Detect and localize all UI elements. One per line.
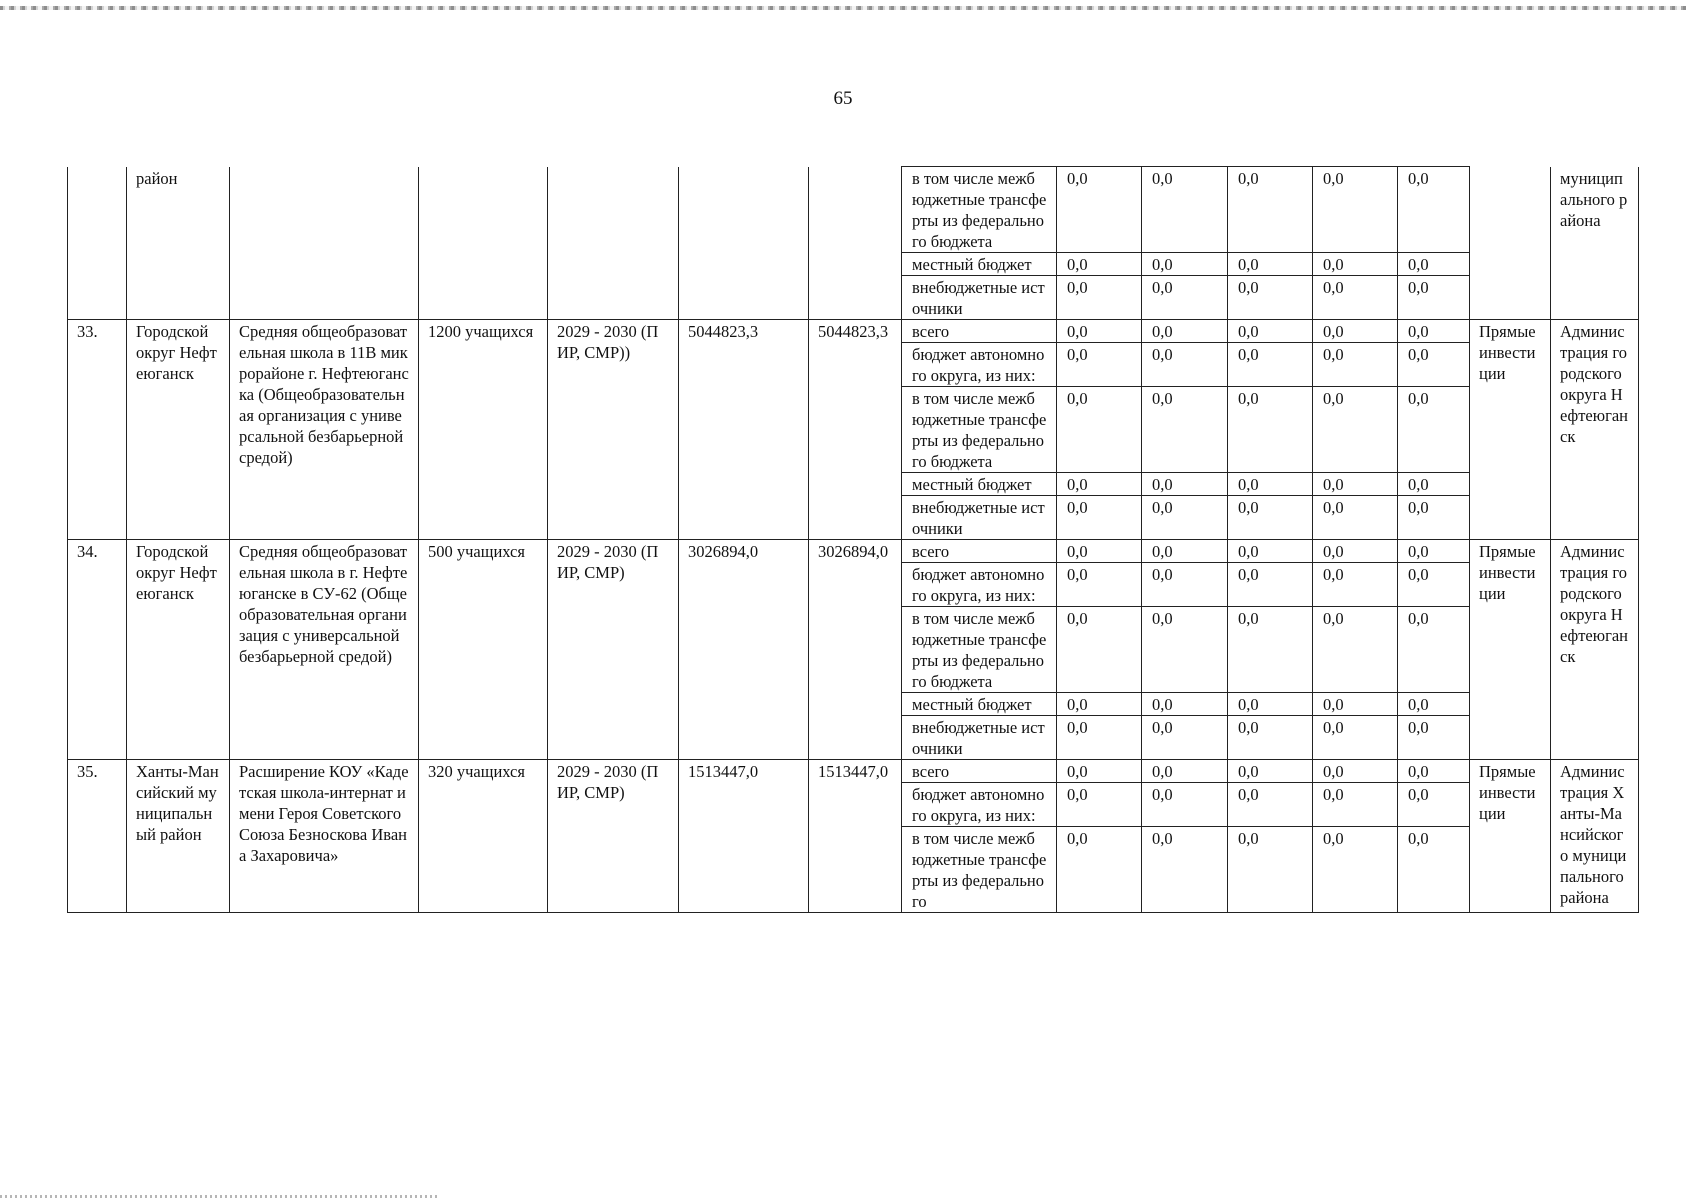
funding-value: 0,0: [1398, 167, 1470, 253]
funding-value: 0,0: [1142, 607, 1228, 693]
period-cell: [548, 167, 679, 320]
funding-source-label: бюджет автономного округа, из них:: [902, 563, 1057, 607]
funding-value: 0,0: [1398, 716, 1470, 760]
funding-source-label: в том числе межбюджетные трансферты из федерального бюджета: [902, 167, 1057, 253]
table-row: [68, 760, 1639, 783]
table-row: [68, 540, 1639, 563]
funding-value: 0,0: [1057, 276, 1142, 320]
funding-value: 0,0: [1398, 563, 1470, 607]
funding-value: 0,0: [1398, 343, 1470, 387]
funding-value: 0,0: [1313, 496, 1398, 540]
funding-source-label: всего: [902, 760, 1057, 783]
funding-value: 0,0: [1228, 343, 1313, 387]
funding-value: 0,0: [1228, 473, 1313, 496]
funding-value: 0,0: [1142, 320, 1228, 343]
funding-value: 0,0: [1313, 760, 1398, 783]
funding-value: 0,0: [1142, 276, 1228, 320]
funding-source-label: всего: [902, 540, 1057, 563]
funding-value: 0,0: [1057, 473, 1142, 496]
investment-type-cell: Прямые инвестиции: [1470, 320, 1551, 540]
municipality-cell: Городской округ Нефтеюганск: [127, 540, 230, 760]
customer-cell: Администрация Ханты-Мансийского муниципального района: [1551, 760, 1639, 913]
funding-value: 0,0: [1313, 607, 1398, 693]
funding-source-label: местный бюджет: [902, 693, 1057, 716]
funding-value: 0,0: [1398, 540, 1470, 563]
funding-value: 0,0: [1398, 473, 1470, 496]
funding-value: 0,0: [1228, 276, 1313, 320]
funding-value: 0,0: [1313, 343, 1398, 387]
funding-value: 0,0: [1142, 496, 1228, 540]
funding-value: 0,0: [1057, 167, 1142, 253]
funding-value: 0,0: [1142, 253, 1228, 276]
page-number: 65: [833, 88, 853, 109]
funding-value: 0,0: [1057, 320, 1142, 343]
customer-cell: муниципального района: [1551, 167, 1639, 320]
funding-value: 0,0: [1228, 253, 1313, 276]
funding-value: 0,0: [1398, 607, 1470, 693]
funding-value: 0,0: [1398, 827, 1470, 913]
funding-value: 0,0: [1228, 563, 1313, 607]
customer-cell: Администрация городского округа Нефтеюганск: [1551, 540, 1639, 760]
funding-value: 0,0: [1313, 693, 1398, 716]
cost-cell: 3026894,0: [679, 540, 809, 760]
row-number: 33.: [68, 320, 127, 540]
capacity-cell: 500 учащихся: [419, 540, 548, 760]
funding-source-label: местный бюджет: [902, 473, 1057, 496]
funding-value: 0,0: [1398, 783, 1470, 827]
funding-value: 0,0: [1313, 167, 1398, 253]
funding-value: 0,0: [1228, 827, 1313, 913]
funding-value: 0,0: [1313, 320, 1398, 343]
cost-cell: 1513447,0: [679, 760, 809, 913]
funding-source-label: всего: [902, 320, 1057, 343]
funding-source-label: бюджет автономного округа, из них:: [902, 343, 1057, 387]
funding-value: 0,0: [1057, 563, 1142, 607]
funding-value: 0,0: [1142, 387, 1228, 473]
funding-value: 0,0: [1057, 253, 1142, 276]
capacity-cell: 1200 учащихся: [419, 320, 548, 540]
funding-value: 0,0: [1228, 387, 1313, 473]
investment-type-cell: [1470, 167, 1551, 320]
funding-value: 0,0: [1313, 563, 1398, 607]
funding-value: 0,0: [1228, 716, 1313, 760]
funding-value: 0,0: [1142, 827, 1228, 913]
funding-value: 0,0: [1313, 716, 1398, 760]
funding-value: 0,0: [1142, 693, 1228, 716]
funding-value: 0,0: [1142, 343, 1228, 387]
table-body: [68, 167, 1639, 913]
funding-value: 0,0: [1057, 716, 1142, 760]
funding-value: 0,0: [1228, 320, 1313, 343]
object-name-cell: Средняя общеобразовательная школа в 11В микрорайоне г. Нефтеюганска (Общеобразовательная организация с универсальной безбарьерной средой): [230, 320, 419, 540]
funding-value: 0,0: [1142, 783, 1228, 827]
funding-value: 0,0: [1398, 496, 1470, 540]
funding-value: 0,0: [1398, 276, 1470, 320]
cost-cell: [679, 167, 809, 320]
funding-value: 0,0: [1398, 253, 1470, 276]
funding-value: 0,0: [1313, 276, 1398, 320]
remaining-cost-cell: [809, 167, 902, 320]
funding-value: 0,0: [1057, 607, 1142, 693]
funding-value: 0,0: [1142, 167, 1228, 253]
funding-value: 0,0: [1057, 760, 1142, 783]
funding-value: 0,0: [1228, 693, 1313, 716]
funding-value: 0,0: [1228, 607, 1313, 693]
funding-source-label: внебюджетные источники: [902, 716, 1057, 760]
row-number: [68, 167, 127, 320]
customer-cell: Администрация городского округа Нефтеюганск: [1551, 320, 1639, 540]
investment-type-cell: Прямые инвестиции: [1470, 540, 1551, 760]
object-name-cell: Расширение КОУ «Кадетская школа-интернат имени Героя Советского Союза Безноскова Ивана Захаровича»: [230, 760, 419, 913]
funding-value: 0,0: [1398, 387, 1470, 473]
funding-source-label: внебюджетные источники: [902, 276, 1057, 320]
funding-value: 0,0: [1398, 760, 1470, 783]
funding-value: 0,0: [1057, 343, 1142, 387]
funding-value: 0,0: [1313, 540, 1398, 563]
funding-value: 0,0: [1313, 387, 1398, 473]
funding-value: 0,0: [1057, 693, 1142, 716]
funding-value: 0,0: [1228, 783, 1313, 827]
remaining-cost-cell: 5044823,3: [809, 320, 902, 540]
funding-source-label: внебюджетные источники: [902, 496, 1057, 540]
capacity-cell: [419, 167, 548, 320]
funding-value: 0,0: [1142, 473, 1228, 496]
scan-edge-top: [0, 6, 1686, 10]
investment-type-cell: Прямые инвестиции: [1470, 760, 1551, 913]
object-name-cell: Средняя общеобразовательная школа в г. Нефтеюганске в СУ-62 (Общеобразовательная организация с универсальной безбарьерной средой): [230, 540, 419, 760]
funding-source-label: в том числе межбюджетные трансферты из федерального бюджета: [902, 607, 1057, 693]
funding-value: 0,0: [1142, 716, 1228, 760]
funding-value: 0,0: [1057, 783, 1142, 827]
funding-value: 0,0: [1313, 253, 1398, 276]
investment-table: [67, 166, 1639, 913]
funding-value: 0,0: [1313, 473, 1398, 496]
funding-value: 0,0: [1398, 693, 1470, 716]
funding-value: 0,0: [1142, 563, 1228, 607]
municipality-cell: Городской округ Нефтеюганск: [127, 320, 230, 540]
table-row: [68, 167, 1639, 253]
funding-value: 0,0: [1228, 167, 1313, 253]
funding-value: 0,0: [1057, 387, 1142, 473]
funding-source-label: бюджет автономного округа, из них:: [902, 783, 1057, 827]
funding-source-label: местный бюджет: [902, 253, 1057, 276]
period-cell: 2029 - 2030 (ПИР, СМР): [548, 540, 679, 760]
capacity-cell: 320 учащихся: [419, 760, 548, 913]
remaining-cost-cell: 1513447,0: [809, 760, 902, 913]
funding-value: 0,0: [1228, 760, 1313, 783]
funding-value: 0,0: [1142, 540, 1228, 563]
funding-value: 0,0: [1057, 540, 1142, 563]
period-cell: 2029 - 2030 (ПИР, СМР): [548, 760, 679, 913]
row-number: 34.: [68, 540, 127, 760]
cost-cell: 5044823,3: [679, 320, 809, 540]
remaining-cost-cell: 3026894,0: [809, 540, 902, 760]
funding-value: 0,0: [1228, 540, 1313, 563]
funding-source-label: в том числе межбюджетные трансферты из федерального: [902, 827, 1057, 913]
period-cell: 2029 - 2030 (ПИР, СМР)): [548, 320, 679, 540]
object-name-cell: [230, 167, 419, 320]
funding-value: 0,0: [1057, 827, 1142, 913]
municipality-cell: Ханты-Мансийский муниципальный район: [127, 760, 230, 913]
scan-edge-bottom: [0, 1195, 440, 1198]
funding-value: 0,0: [1313, 827, 1398, 913]
funding-value: 0,0: [1057, 496, 1142, 540]
funding-value: 0,0: [1398, 320, 1470, 343]
row-number: 35.: [68, 760, 127, 913]
funding-value: 0,0: [1142, 760, 1228, 783]
funding-source-label: в том числе межбюджетные трансферты из федерального бюджета: [902, 387, 1057, 473]
funding-value: 0,0: [1228, 496, 1313, 540]
funding-value: 0,0: [1313, 783, 1398, 827]
municipality-cell: район: [127, 167, 230, 320]
table-row: [68, 320, 1639, 343]
